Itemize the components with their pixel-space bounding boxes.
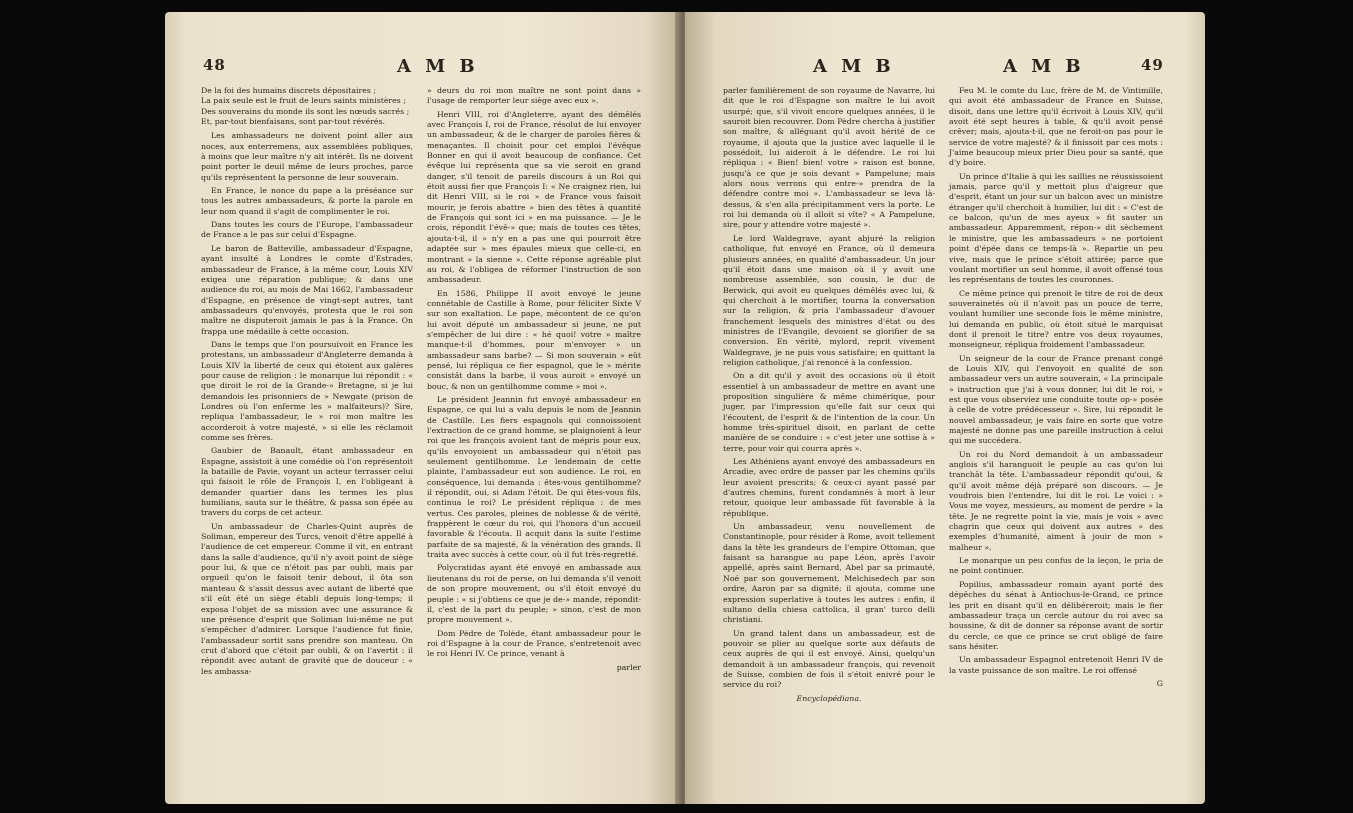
paragraph: Un prince d'Italie à qui les saillies ne réussissoient jamais, parce qu'il y mettoit plus d'aigreur que d'esprit, étant un jour sur un balcon avec un ministre étranger qu'il cherchoit à humilier, lui dit : « C'est de ce balcon, qu'un de mes ayeux » fit sauter un ambassadeur. Apparemment, répon-» dit sèchement le ministre, que les ambassadeurs » ne portoient point d'épée dans ce temps-là ». Repartie un peu vive, mais que le prince s'étoit attirée; parce que voulant mortifier un seul homme, il avoit offensé tous les représentans de toutes les couronnes.: [949, 171, 1163, 285]
paragraph: Un ambassadeur de Charles-Quint auprès de Soliman, empereur des Turcs, venoit d'être appellé à l'audience de cet empereur. Comme il vit, en entrant dans la salle d'audience, qu'il n'y avoit point de siège pour lui, & que ce n'étoit pas par oubli, mais par orgueil qu'on le faisoit tenir debout, il ôta son manteau & s'assit dessus avec autant de liberté que s'il eût été un siège établi depuis long-temps; il exposa l'objet de sa mission avec une assurance & une présence d'esprit que Soliman lui-même ne put s'empêcher d'admirer. Lorsque l'audience fut finie, l'ambassadeur sortit sans prendre son manteau. On crut d'abord que c'étoit par oubli, & on l'avertit : il répondit avec autant de gravité que de douceur : « les ambassa-: [201, 521, 413, 676]
paragraph: Un ambassadeur Espagnol entretenoit Henri IV de la vaste puissance de son maître. Le roi offensé: [949, 655, 1163, 675]
right-column-1: [723, 86, 935, 704]
paragraph: Dans toutes les cours de l'Europe, l'ambassadeur de France a le pas sur celui d'Espagne.: [201, 220, 413, 240]
paragraph: parler familièrement de son royaume de Navarre, lui dit que le roi d'Espagne son maître le lui avoit usurpé; que, s'il vivoit encore quelques années, il le sauroit bien recouvrer. Dom Pèdre chercha à justifier son maître, & alléguant qu'il avoit hérité de ce royaume, il ajouta que la justice avec laquelle il le possédoit, lui aideroit à le défendre. Le roi lui répliqua : « Bien! bien! votre » raison est bonne, jusqu'à ce que je sois devant » Pampelune; mais alors nous verrons qui entre-» prendra de la défendre contre moi ». L'ambassadeur se leva là-dessus, & s'en alla précipitamment vers la porte. Le roi lui demanda où il alloit si vîte? « A Pampelune, sire, pour y attendre votre majesté ».: [723, 86, 935, 230]
paragraph: Dom Pèdre de Tolède, étant ambassadeur pour le roi d'Espagne à la cour de France, s'entretenoit avec le roi Henri IV. Ce prince, venant à: [427, 628, 641, 659]
paragraph: Le lord Waldegrave, ayant abjuré la religion catholique, fut envoyé en France, où il demeura plusieurs années, en qualité d'ambassadeur. Un jour qu'il étoit dans une maison où il y avoit une nombreuse assemblée, son cousin, le duc de Berwick, qui avoit eu quelques démêlés avec lui, & qui cherchoit à le mortifier, tourna la conversation sur la religion, & pria l'ambassadeur d'avouer franchement lesquels des ministres d'état ou des ministres de l'Evangile, devoient se glorifier de sa conversion. En vérité, mylord, reprit vivement Waldegrave, je ne puis vous satisfaire; en quittant la religion catholique, j'ai renoncé à la confession.: [723, 233, 935, 367]
left-header: [165, 56, 681, 80]
paragraph: Les ambassadeurs ne doivent point aller aux noces, aux enterremens, aux assemblées publiques, à moins que leur maître n'y ait intérêt. Ils ne doivent point porter le deuil même de leurs proches, parce qu'ils représentent la personne de leur souverain.: [201, 131, 413, 182]
page-number: 48: [203, 56, 226, 74]
running-head: A M B: [813, 56, 895, 77]
paragraph: Un grand talent dans un ambassadeur, est de pouvoir se plier au quelque sorte aux défauts de ceux auprès de qui il est envoyé. Ainsi, quelqu'un demandoit à un ambassadeur françois, qui revenoit de Suisse, combien de fois il s'étoit enivré pour le service du roi?: [723, 628, 935, 690]
paragraph: Le président Jeannin fut envoyé ambassadeur en Espagne, ce qui lui a valu depuis le nom de Jeannin de Castille. Les fiers espagnols qui connoissoient l'extraction de ce grand homme, se plaignoient à leur roi que les françois avoient tant de mépris pour eux, qu'ils envoyoient un ambassadeur qui n'étoit pas seulement gentilhomme. Le lendemain de cette plainte, l'ambassadeur eut son audience. Le roi, en conséquence, lui demanda : êtes-vous gentilhomme? il répondit, oui, si Adam l'étoit. De qui êtes-vous fils, continua le roi? Le président répliqua : de mes vertus. Ces paroles, pleines de noblesse & de vérité, frappèrent le cœur du roi, qui l'honora d'un accueil favorable & l'écouta. Il acquit dans la suite l'estime parfaite de sa majesté, & la vénération des grands. Il traita avec succès à cette cour, où il fut très-regretté.: [427, 394, 641, 560]
page-number: 49: [1141, 56, 1164, 74]
book-spread: [165, 12, 1205, 804]
source-signature: Encyclopédiana.: [796, 693, 862, 703]
paragraph: En 1586, Philippe II avoit envoyé le jeune connétable de Castille à Rome, pour féliciter Sixte V sur son exaltation. Le pape, mécontent de ce qu'on lui avoit député un ambassadeur si jeune, ne put s'empêcher de lui dire : « hé quoi! votre » maître manque-t-il d'hommes, pour m'envoyer » un ambassadeur sans barbe? — Si mon souverain » eût pensé, lui répliqua ce fier espagnol, que le » mérite consistât dans la barbe, il vous auroit » envoyé un bouc, & non un gentilhomme comme » moi ».: [427, 288, 641, 391]
paragraph: Ce même prince qui prenoit le titre de roi de deux souverainetés où il n'avoit pas un pouce de terre, voulant humilier une seconde fois le même ministre, lui demanda en public, où étoit situé le marquisat dont il prenoit le titre? entre vos deux royaumes, monseigneur, répliqua froidement l'ambassadeur.: [949, 288, 1163, 350]
paragraph: Dans le temps que l'on poursuivoit en France les protestans, un ambassadeur d'Angleterre demanda à Louis XIV la liberté de ceux qui étoient aux galères pour cause de religion : le monarque lui répondit : « que diroit le roi de la Grande-» Bretagne, si je lui demandois les prisonniers de » Newgate (prison de Londres où l'on enferme les » malfaiteurs)? Sire, repliqua l'ambassadeur, le » roi mon maître les accorderoit à votre majesté, » si elle les réclamoit comme ses frères.: [201, 339, 413, 442]
paragraph: On a dit qu'il y avoit des occasions où il étoit essentiel à un ambassadeur de mettre en avant une proposition singulière & même chimérique, pour juger, par l'impression qu'elle fait sur ceux qui l'écoutent, de l'esprit & de l'intention de la cour. Un homme très-spirituel disoit, en parlant de cette manière de se conduire : « c'est jeter une sottise à » terre, pour voir qui courra après ».: [723, 371, 935, 453]
verse-line: De la foi des humains discrets dépositaires ;: [201, 86, 376, 95]
verse-line: Des souverains du monde ils sont les nœuds sacrés ;: [201, 106, 410, 116]
right-header: [685, 56, 1205, 80]
paragraph: Un roi du Nord demandoit à un ambassadeur anglois s'il haranguoit le peuple au cas qu'on lui tranchât la tête. L'ambassadeur répondit qu'oui, & qu'il avoit même déjà préparé son discours. — Je voudrois bien l'entendre, lui dit le roi. Le voici : » Vous me voyez, messieurs, au moment de perdre » la tête. Je ne regrette point la vie, mais je vois » avec chagrin que ceux qui doivent aux autres » des exemples d'humanité, aiment à jouir de mon » malheur ».: [949, 449, 1163, 552]
paragraph: Un ambassadeur, venu nouvellement de Constantinople, pour résider à Rome, avoit tellement dans la tête les grandeurs de l'empire Ottoman, que faisant sa harangue au pape Léon, après l'avoir appellé, après saint Bernard, Abel par sa primauté, Noé par son gouvernement, Melchisedech par son ordre, Aaron par sa dignité; il ajouta, comme une expression superlative à toutes les autres : enfin, il sultano della chiesa cattolica, il gran' turco delli christiani.: [723, 522, 935, 625]
paragraph: Les Athéniens ayant envoyé des ambassadeurs en Arcadie, avec ordre de passer par les chemins qu'ils leur avoient prescrits; & ceux-ci ayant passé par d'autres chemins, furent condamnés à mort à leur retour, quoique leur ambassade fût favorable à la république.: [723, 457, 935, 518]
paragraph: Popilius, ambassadeur romain ayant porté des dépêches du sénat à Antiochus-le-Grand, ce prince les prit en disant qu'il en délibéreroit; mais le fier ambassadeur traça un cercle autour du roi avec sa houssine, & dit de donner sa réponse avant de sortir du cercle, ce que ce prince se crut obligé de faire sans hésiter.: [949, 579, 1163, 651]
paragraph: En France, le nonce du pape a la préséance sur tous les autres ambassadeurs, & porte la parole en leur nom quand il s'agit de complimenter le roi.: [201, 186, 413, 216]
paragraph: » deurs du roi mon maître ne sont point dans » l'usage de remporter leur siège avec eux ».: [427, 86, 641, 106]
verse-line: La paix seule est le fruit de leurs saints ministères ;: [201, 96, 406, 106]
signature-mark: G: [1156, 678, 1163, 688]
right-column-2: [949, 86, 1163, 689]
paragraph: Feu M. le comte du Luc, frère de M. de Vintimille, qui avoit été ambassadeur de France en Suisse, disoit, dans une lettre qu'il écrivoit à Louis XIV, qu'il avoit été sept heures à table, & qu'il avoit pensé crêver; mais, ajouta-t-il, que ne feroit-on pas pour le service de votre majesté? & il finissoit par ces mots : J'aime beaucoup mieux prier Dieu pour sa santé, que d'y boire.: [949, 86, 1163, 168]
paragraph: Le monarque un peu confus de la leçon, le pria de ne point continuer.: [949, 556, 1163, 576]
paragraph: Henri VIII, roi d'Angleterre, ayant des démêlés avec François I, roi de France, résolut de lui envoyer un ambassadeur, & de le charger de paroles fières & menaçantes. Il choisit pour cet emploi l'évêque Bonner en qui il avoit beaucoup de confiance. Cet évêque lui représenta que sa vie seroit en grand danger, s'il tenoit de pareils discours à un Roi qui étoit aussi fier que François I: « Ne craignez rien, lui dit Henri VIII, si le roi » de France vous faisoit mourir, je ferois abattre » bien des têtes à quantité de François qui sont ici » en ma puissance. — Je le crois, répondit l'évê-» que; mais de toutes ces têtes, ajouta-t-il, il » n'y en a pas une qui pourroit être adaptée sur » mes épaules mieux que celle-ci, en montrant » la sienne ». Cette réponse agréable plut au roi, & l'obligea de réformer l'instruction de son ambassadeur.: [427, 109, 641, 285]
catchword: parler: [616, 662, 641, 672]
left-column-2: [427, 86, 641, 673]
running-head: A M B: [397, 56, 479, 77]
paragraph: Polycratidas ayant été envoyé en ambassade aux lieutenans du roi de perse, on lui demanda s'il venoit de son propre mouvement, ou s'il étoit envoyé du peuple : « si j'obtiens ce que je de-» mande, répondit-il, c'est de la part du peuple; » sinon, c'est de mon propre mouvement ».: [427, 563, 641, 625]
paragraph: Un seigneur de la cour de France prenant congé de Louis XIV, qui l'envoyoit en qualité de son ambassadeur vers un autre souverain, « La principale » instruction que j'ai à vous donner, lui dit le roi, » est que vous observiez une conduite toute op-» posée à celle de votre prédécesseur ». Sire, lui répondit le nouvel ambassadeur, je vais faire en sorte que votre majesté ne donne pas une pareille instruction à celui qui me succédera.: [949, 353, 1163, 446]
left-page: [165, 12, 681, 804]
paragraph: Le baron de Batteville, ambassadeur d'Espagne, ayant insulté à Londres le comte d'Estrades, ambassadeur de France, à la même cour, Louis XIV exigea une réparation publique; & dans une audience du roi, au mois de Mai 1662, l'ambassadeur d'Espagne, en présence de vingt-sept autres, tant ambassadeurs qu'envoyés, protesta que le roi son maître ne disputeroit jamais le pas à la France. On frappa une médaille à cette occasion.: [201, 243, 413, 336]
paragraph: Gaubier de Banault, étant ambassadeur en Espagne, assistoit à une comédie où l'on représentoit la bataille de Pavie, voyant un acteur terrasser celui qui faisoit le rôle de François I, en l'obligeant à demander quartier dans les termes les plus humilians, sauta sur le théâtre, & passa son épée au travers du corps de cet acteur.: [201, 446, 413, 518]
verse-line: Et, par-tout bienfaisans, sont par-tout révérés.: [201, 117, 385, 127]
running-head: A M B: [1003, 56, 1085, 77]
right-page: [685, 12, 1205, 804]
left-column-1: [201, 86, 413, 680]
